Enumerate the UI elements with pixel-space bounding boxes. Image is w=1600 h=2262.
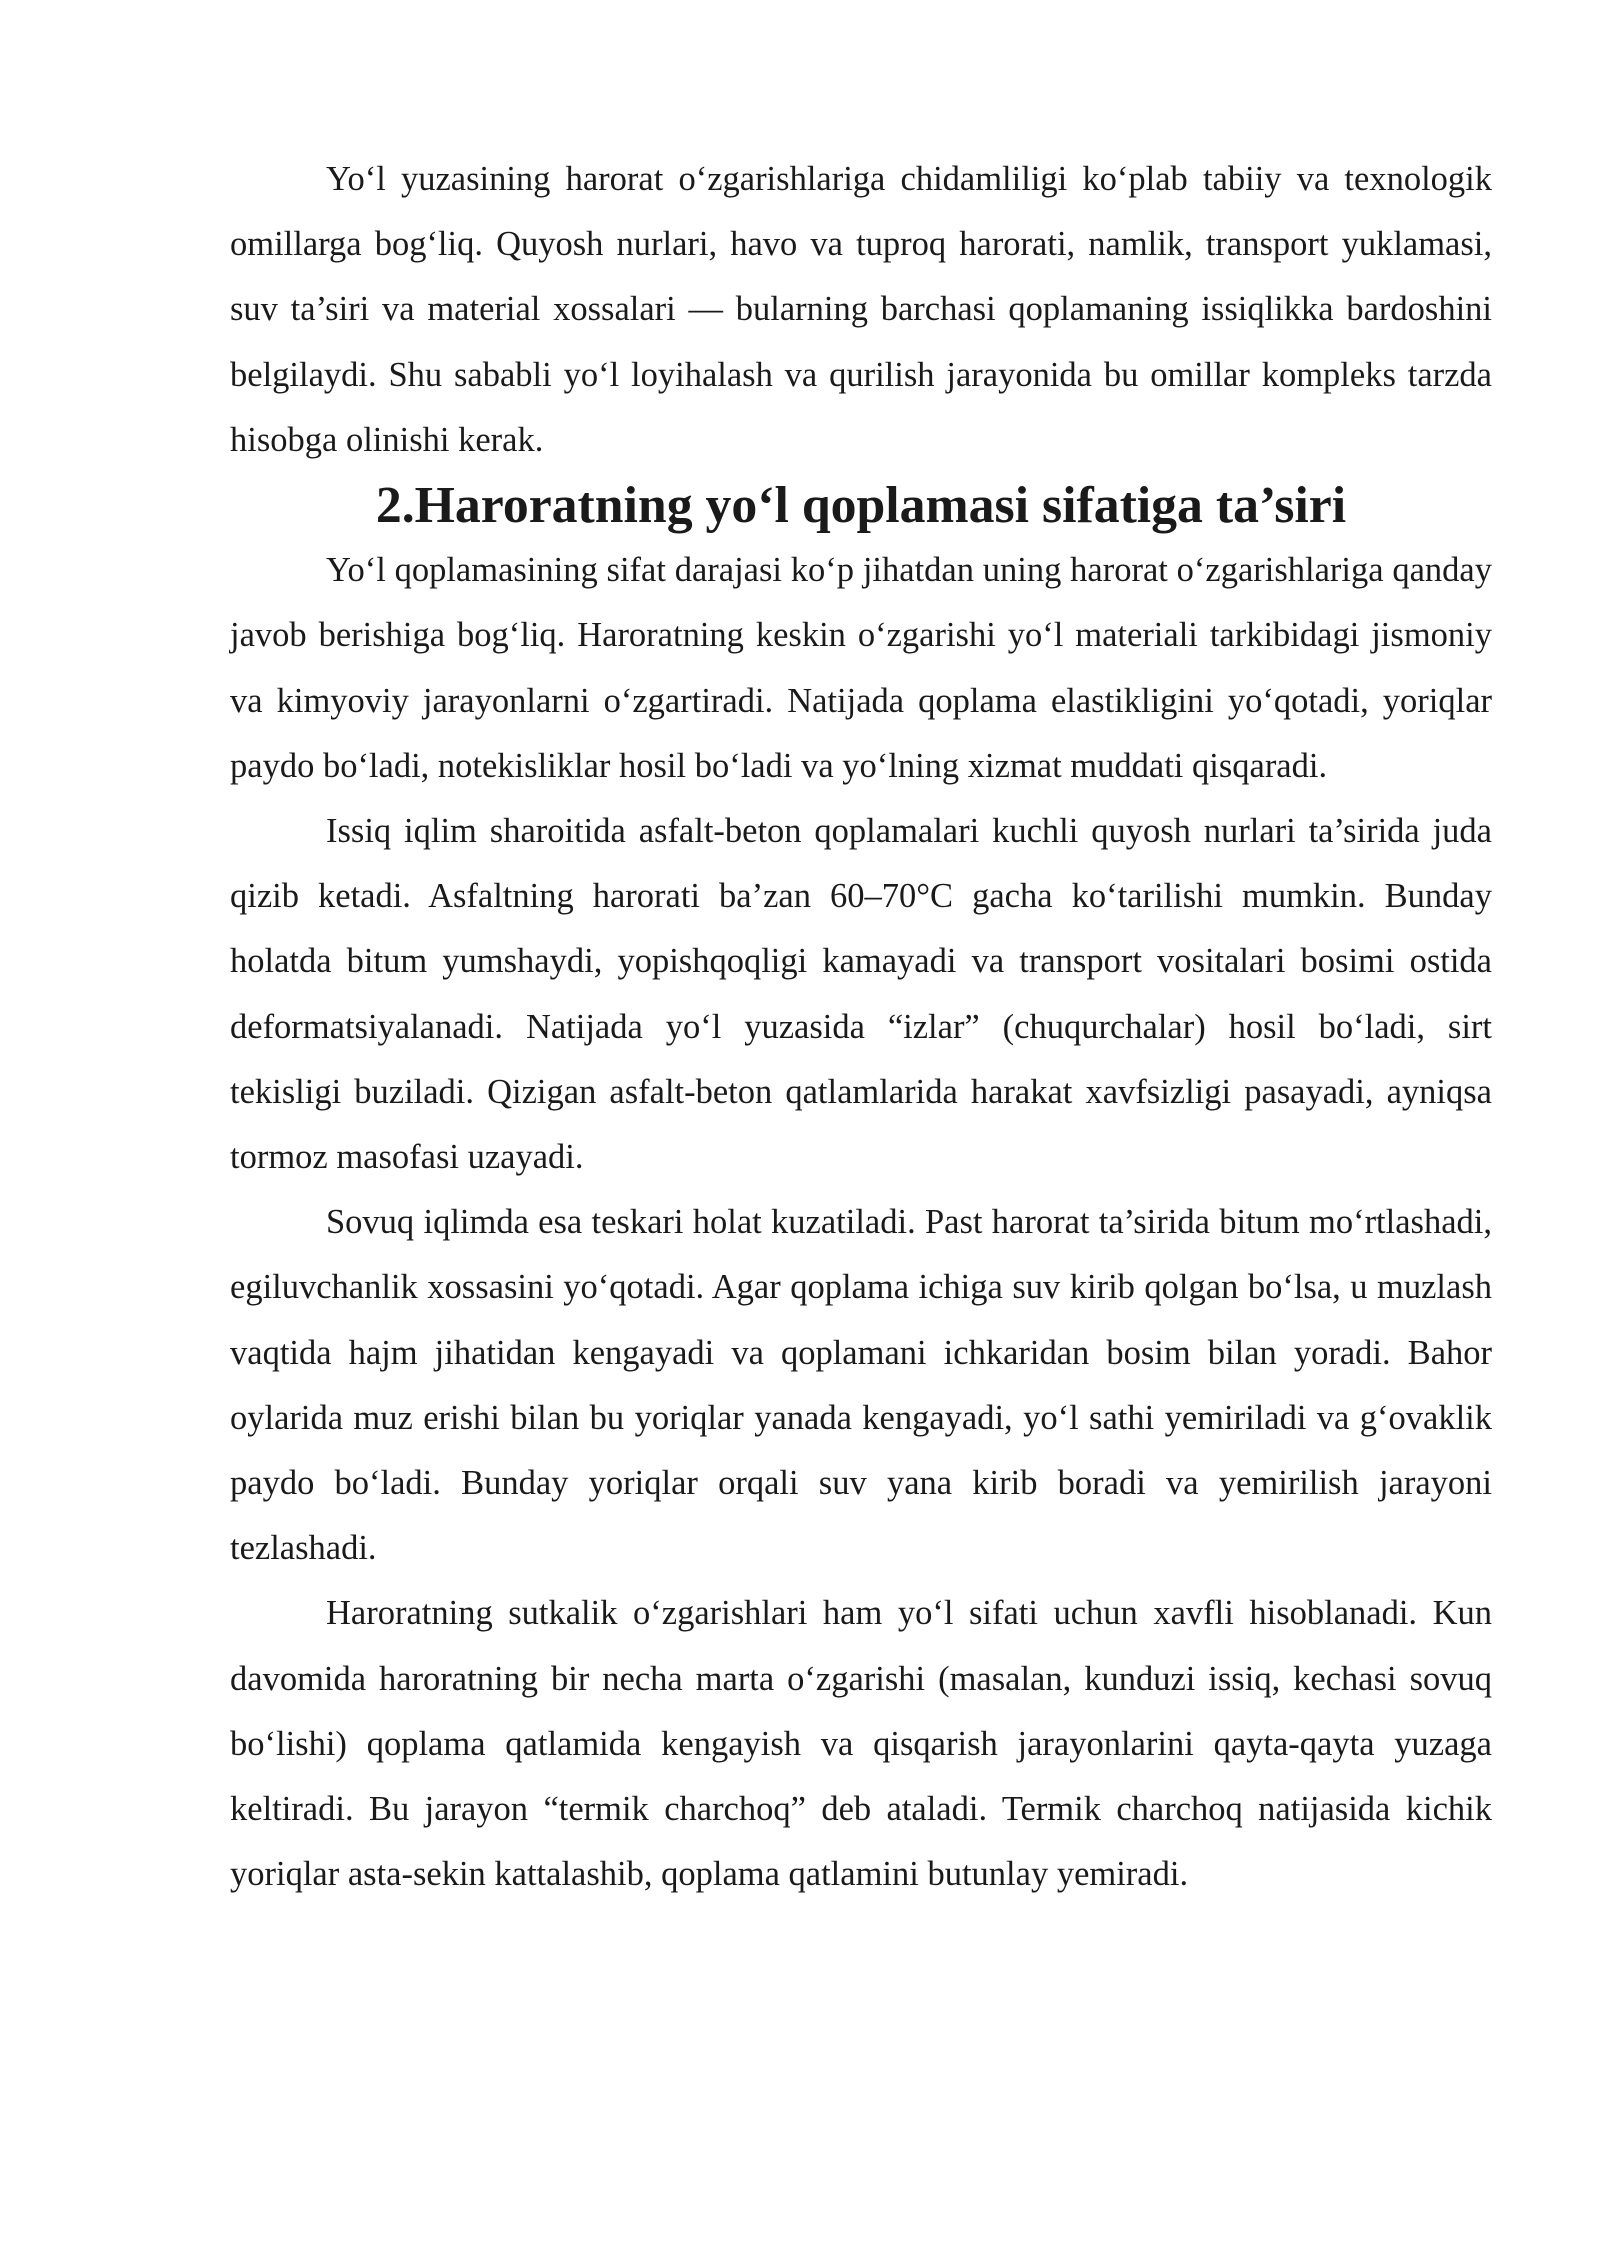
document-body (230, 147, 1492, 1907)
section-heading: 2.Haroratning yo‘l qoplamasi sifatiga ta’siri (375, 477, 1347, 535)
paragraph-intro: Yo‘l yuzasining harorat o‘zgarishlariga chidamliligi ko‘plab tabiiy va texnologik omillarga bog‘liq. Quyosh nurlari, havo va tuproq harorati, namlik, transport yuklamasi, suv ta’siri va material xossalari — bularning barchasi qoplamaning issiqlikka bardoshini belgilaydi. Shu sababli yo‘l loyihalash va qurilish jarayonida bu omillar kompleks tarzda hisobga olinishi kerak. (230, 160, 1492, 459)
paragraph-daily-changes: Haroratning sutkalik o‘zgarishlari ham yo‘l sifati uchun xavfli hisoblanadi. Kun davomida haroratning bir necha marta o‘zgarishi (masalan, kunduzi issiq, kechasi sovuq bo‘lishi) qoplama qatlamida kengayish va qisqarish jarayonlarini qayta-qayta yuzaga keltiradi. Bu jarayon “termik charchoq” deb ataladi. Termik charchoq natijasida kichik yoriqlar asta-sekin kattalashib, qoplama qatlamini butunlay yemiradi. (230, 1594, 1492, 1894)
paragraph-cold-climate: Sovuq iqlimda esa teskari holat kuzatiladi. Past harorat ta’sirida bitum mo‘rtlashadi, egiluvchanlik xossasini yo‘qotadi. Agar qoplama ichiga suv kirib qolgan bo‘lsa, u muzlash vaqtida hajm jihatidan kengayadi va qoplamani ichkaridan bosim bilan yoradi. Bahor oylarida muz erishi bilan bu yoriqlar yanada kengayadi, yo‘l sathi yemiriladi va g‘ovaklik paydo bo‘ladi. Bunday yoriqlar orqali suv yana kirib boradi va yemirilish jarayoni tezlashadi. (230, 1203, 1492, 1568)
paragraph-quality: Yo‘l qoplamasining sifat darajasi ko‘p jihatdan uning harorat o‘zgarishlariga qanday javob berishiga bog‘liq. Haroratning keskin o‘zgarishi yo‘l materiali tarkibidagi jismoniy va kimyoviy jarayonlarni o‘zgartiradi. Natijada qoplama elastikligini yo‘qotadi, yoriqlar paydo bo‘ladi, notekisliklar hosil bo‘ladi va yo‘lning xizmat muddati qisqaradi. (230, 551, 1492, 785)
paragraph-hot-climate: Issiq iqlim sharoitida asfalt-beton qoplamalari kuchli quyosh nurlari ta’sirida juda qizib ketadi. Asfaltning harorati ba’zan 60–70°C gacha ko‘tarilishi mumkin. Bunday holatda bitum yumshaydi, yopishqoqligi kamayadi va transport vositalari bosimi ostida deformatsiyalanadi. Natijada yo‘l yuzasida “izlar” (chuqurchalar) hosil bo‘ladi, sirt tekisligi buziladi. Qizigan asfalt-beton qatlamlarida harakat xavfsizligi pasayadi, ayniqsa tormoz masofasi uzayadi. (230, 812, 1492, 1177)
